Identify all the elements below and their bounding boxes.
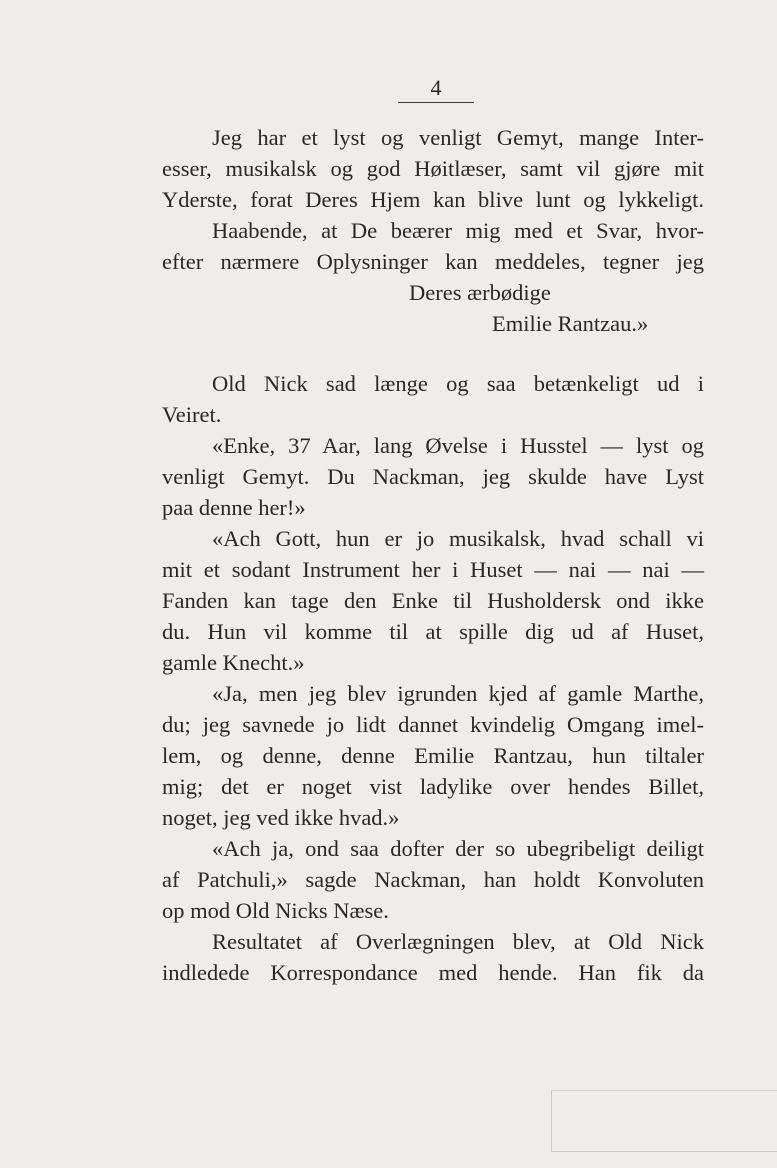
text-line: Old Nick sad længe og saa betænkeligt ud i <box>212 371 704 396</box>
text-line: mit et sodant Instrument her i Huset — nai — nai — <box>162 557 704 582</box>
text-line: Fanden kan tage den Enke til Husholdersk ond ikke <box>162 588 704 613</box>
text-line: venligt Gemyt. Du Nackman, jeg skulde have Lyst <box>162 464 704 489</box>
signature-name: Emilie Rantzau.» <box>492 311 649 336</box>
text-line: op mod Old Nicks Næse. <box>162 898 389 923</box>
text-line: «Ach ja, ond saa dofter der so ubegribeligt deiligt <box>212 836 704 861</box>
text-line: paa denne her!» <box>162 495 306 520</box>
text-line: gamle Knecht.» <box>162 650 305 675</box>
page-number-rule <box>398 102 474 103</box>
text-line: af Patchuli,» sagde Nackman, han holdt Konvoluten <box>162 867 704 892</box>
text-line: du; jeg savnede jo lidt dannet kvindelig Omgang imel- <box>162 712 704 737</box>
text-line: efter nærmere Oplysninger kan meddeles, tegner jeg <box>162 249 704 274</box>
text-line: du. Hun vil komme til at spille dig ud af Huset, <box>162 619 704 644</box>
page-corner-mark <box>551 1090 777 1152</box>
text-line: mig; det er noget vist ladylike over hendes Billet, <box>162 774 704 799</box>
text-line: lem, og denne, denne Emilie Rantzau, hun tiltaler <box>162 743 704 768</box>
body-text <box>162 122 704 988</box>
page-number: 4 <box>430 75 442 100</box>
text-line: «Enke, 37 Aar, lang Øvelse i Husstel — lyst og <box>212 433 704 458</box>
paragraph-gap <box>162 339 704 368</box>
text-line: Yderste, forat Deres Hjem kan blive lunt og lykkeligt. <box>162 187 704 212</box>
text-line: Jeg har et lyst og venligt Gemyt, mange Inter- <box>212 125 704 150</box>
text-line: Resultatet af Overlægningen blev, at Old Nick <box>212 929 704 954</box>
text-line: Veiret. <box>162 402 222 427</box>
text-line: «Ach Gott, hun er jo musikalsk, hvad schall vi <box>212 526 704 551</box>
text-line: «Ja, men jeg blev igrunden kjed af gamle Marthe, <box>212 681 704 706</box>
text-line: indledede Korrespondance med hende. Han fik da <box>162 960 704 985</box>
text-line: Haabende, at De beærer mig med et Svar, hvor- <box>212 218 704 243</box>
text-line: esser, musikalsk og god Høitlæser, samt vil gjøre mit <box>162 156 704 181</box>
text-line: noget, jeg ved ikke hvad.» <box>162 805 400 830</box>
signature-closing: Deres ærbødige <box>409 280 551 305</box>
